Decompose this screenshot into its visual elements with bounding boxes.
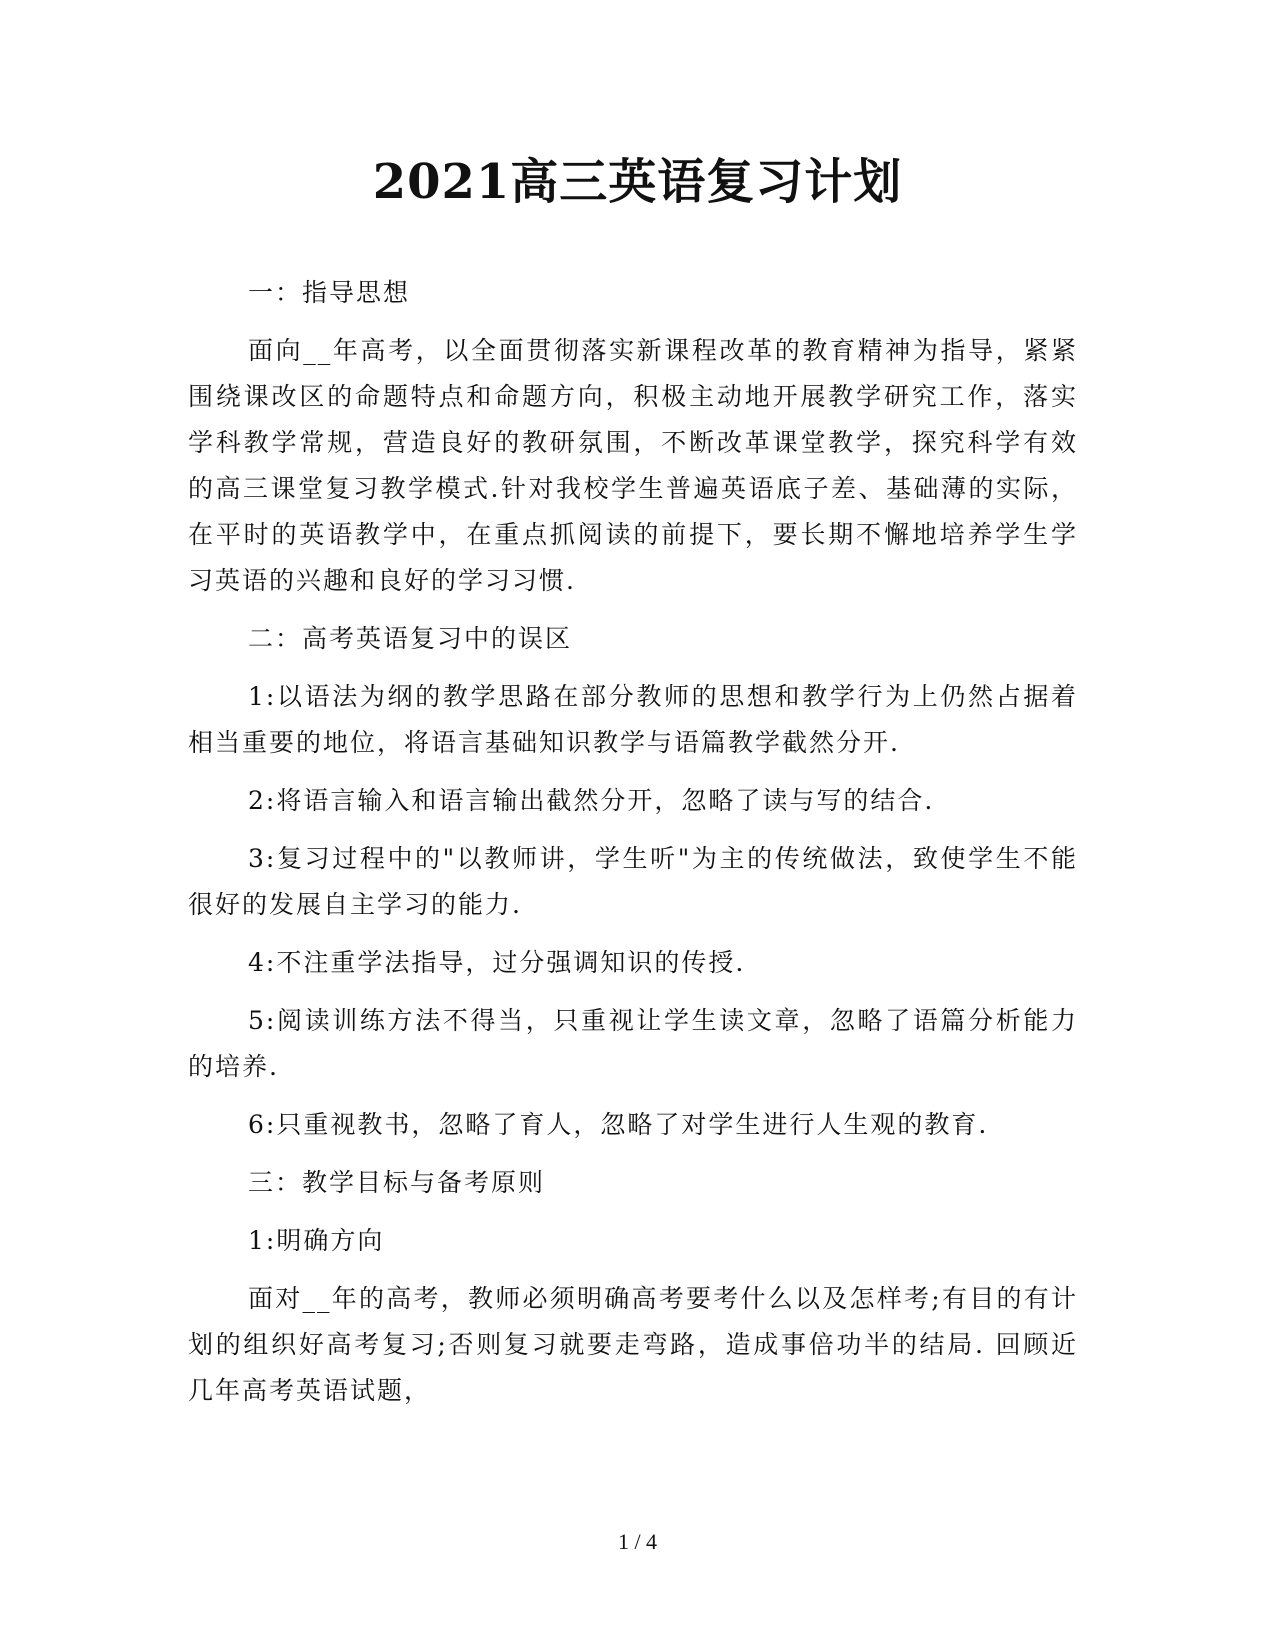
paragraph-guiding-ideology: 面向__年高考，以全面贯彻落实新课程改革的教育精神为指导，紧紧围绕课改区的命题特点和命题方向，积极主动地开展教学研究工作，落实学科教学常规，营造良好的教研氛围，不断改革课堂教学，探究科学有效的高三课堂复习教学模式.针对我校学生普遍英语底子差、基础薄的实际，在平时的英语教学中，在重点抓阅读的前提下，要长期不懈地培养学生学习英语的兴趣和良好的学习习惯. xyxy=(188,336,1078,595)
misconception-item-1: 1:以语法为纲的教学思路在部分教师的思想和教学行为上仍然占据着相当重要的地位，将语言基础知识教学与语篇教学截然分开. xyxy=(188,682,1078,757)
section-heading-misconceptions: 二：高考英语复习中的误区 xyxy=(248,624,573,653)
misconception-item-3: 3:复习过程中的"以教师讲，学生听"为主的传统做法，致使学生不能很好的发展自主学习的能力. xyxy=(188,844,1078,919)
document-body xyxy=(188,270,1078,1426)
section-heading-guiding-ideology: 一：指导思想 xyxy=(248,278,411,307)
misconception-item-2: 2:将语言输入和语言输出截然分开，忽略了读与写的结合. xyxy=(248,786,935,815)
paragraph-clear-direction: 面对__年的高考，教师必须明确高考要考什么以及怎样考;有目的有计划的组织好高考复习;否则复习就要走弯路，造成事倍功半的结局. 回顾近几年高考英语试题， xyxy=(188,1284,1078,1405)
misconception-item-4: 4:不注重学法指导，过分强调知识的传授. xyxy=(248,948,746,977)
misconception-item-6: 6:只重视教书，忽略了育人，忽略了对学生进行人生观的教育. xyxy=(248,1110,989,1139)
page-number: 1 / 4 xyxy=(617,1529,658,1554)
section-heading-goals-principles: 三：教学目标与备考原则 xyxy=(248,1168,546,1197)
document-title: 2021高三英语复习计划 xyxy=(372,154,903,210)
subsection-heading-clear-direction: 1:明确方向 xyxy=(248,1226,385,1255)
misconception-item-5: 5:阅读训练方法不得当，只重视让学生读文章，忽略了语篇分析能力的培养. xyxy=(188,1006,1078,1081)
